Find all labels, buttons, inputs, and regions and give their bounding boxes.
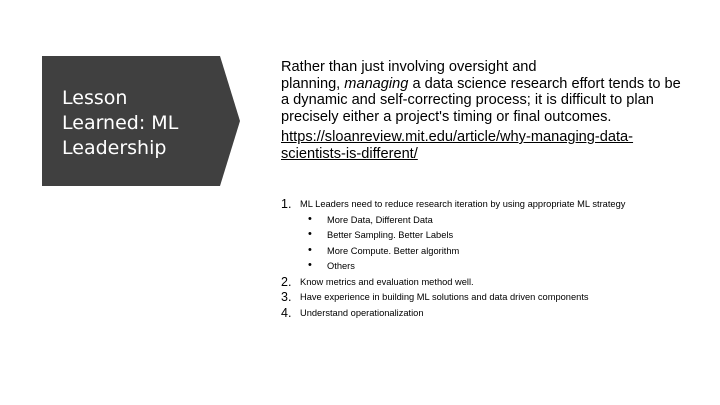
list-item (281, 306, 701, 322)
bullet-icon: • (308, 228, 312, 240)
title-chevron-shape (42, 56, 240, 186)
sub-item-text: Better Sampling. Better Labels (327, 230, 454, 240)
list-number: 4. (281, 305, 292, 320)
list-item-text: Understand operationalization (300, 307, 424, 318)
intro-line-1: Rather than just involving oversight and (281, 59, 537, 75)
sub-list-item (281, 244, 701, 260)
intro-paragraph (281, 59, 681, 162)
intro-emphasis: managing (344, 75, 409, 92)
title-line-2: Learned: ML (62, 112, 179, 134)
sub-item-text: More Data, Different Data (327, 214, 433, 225)
list-item-text: Have experience in building ML solutions and data driven components (300, 292, 589, 302)
intro-text-post: a data science research effort tends to be a dynamic and self-correcting process; it is difficult to plan precisely either a project's timing or final outcomes. (281, 75, 681, 125)
intro-text-pre: planning, (281, 75, 345, 92)
sub-list-item (281, 259, 701, 275)
title-line-3: Leadership (62, 137, 167, 159)
article-link[interactable]: https://sloanreview.mit.edu/article/why-managing-data-scientists-is-different/ (281, 129, 634, 162)
sub-item-text: Others (327, 261, 355, 271)
sub-item-text: More Compute. Better algorithm (327, 245, 460, 256)
list-item (281, 275, 701, 291)
list-number: 1. (281, 197, 292, 211)
sub-list-item (281, 213, 701, 229)
list-number: 3. (281, 290, 292, 304)
bullet-icon: • (308, 212, 312, 225)
list-item-text: ML Leaders need to reduce research iteration by using appropriate ML strategy (300, 199, 626, 209)
list-number: 2. (281, 274, 292, 289)
bullet-icon: • (308, 243, 312, 256)
title-line-1: Lesson (62, 87, 128, 109)
list-item-text: Know metrics and evaluation method well. (300, 276, 474, 287)
lessons-list (281, 197, 701, 321)
sub-list-item (281, 228, 701, 244)
bullet-icon: • (308, 259, 312, 271)
list-item (281, 197, 701, 213)
list-item (281, 290, 701, 306)
slide-title (62, 86, 212, 161)
